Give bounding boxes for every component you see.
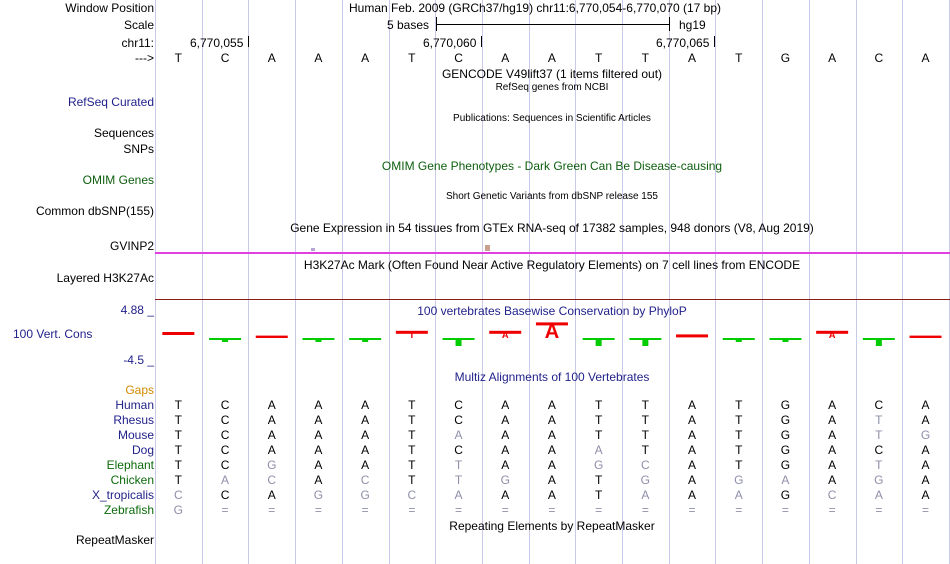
alignment-base: G — [360, 488, 370, 502]
snps-label[interactable]: SNPs — [123, 142, 154, 156]
alignment-base: A — [828, 443, 837, 457]
reference-base: A — [921, 51, 930, 65]
phylop-mark — [816, 330, 848, 340]
reference-base: T — [641, 51, 650, 65]
omim-genes-label[interactable]: OMIM Genes — [82, 173, 154, 187]
alignment-base: A — [921, 488, 930, 502]
alignment-base: A — [688, 473, 697, 487]
species-label[interactable]: Rhesus — [113, 413, 154, 427]
alignment-base: A — [688, 428, 697, 442]
alignment-base: A — [314, 458, 323, 472]
phylop-track-title: 100 vertebrates Basewise Conservation by PhyloP — [417, 304, 687, 318]
reference-base: A — [501, 51, 510, 65]
gvinp2-line — [155, 252, 950, 254]
phylop-mark — [723, 338, 755, 342]
phylop-mark — [863, 338, 895, 346]
grid-line — [248, 0, 249, 564]
phylop-mark — [209, 338, 241, 342]
alignment-base: A — [314, 413, 323, 427]
alignment-base: G — [313, 488, 324, 502]
h3k27ac-line — [155, 299, 950, 300]
alignment-base: A — [267, 398, 276, 412]
alignment-base: G — [734, 473, 744, 487]
gencode-track-title[interactable]: GENCODE V49lift37 (1 items filtered out) — [441, 67, 663, 81]
phylop-mark — [676, 334, 708, 337]
phylop-mark — [349, 338, 381, 342]
alignment-base: = — [408, 503, 416, 517]
alignment-base: A — [641, 488, 650, 502]
gtex-mark-1 — [311, 248, 315, 251]
alignment-base: A — [921, 398, 930, 412]
h3k27ac-track-title: H3K27Ac Mark (Often Found Near Active Regulatory Elements) on 7 cell lines from ENCODE — [303, 258, 801, 272]
alignment-base: = — [221, 503, 229, 517]
alignment-base: G — [780, 398, 791, 412]
alignment-base: C — [220, 443, 230, 457]
alignment-base: A — [921, 413, 930, 427]
window-position-value: Human Feb. 2009 (GRCh37/hg19) chr11:6,770,054-6,770,070 (17 bp) — [349, 1, 722, 15]
alignment-base: A — [547, 428, 556, 442]
alignment-base: A — [874, 488, 883, 502]
pos-tick-2: 6,770,060 — [423, 36, 477, 50]
reference-base: A — [267, 51, 276, 65]
alignment-base: A — [828, 428, 837, 442]
alignment-base: A — [594, 443, 603, 457]
grid-line — [715, 0, 716, 564]
alignment-base: A — [828, 473, 837, 487]
reference-base: A — [688, 51, 697, 65]
alignment-base: T — [408, 443, 416, 457]
pos-tick-mark-2 — [481, 36, 482, 47]
reference-base: C — [454, 51, 463, 65]
alignment-base: T — [735, 398, 743, 412]
alignment-base: = — [501, 503, 509, 517]
alignment-base: A — [361, 443, 370, 457]
chrom-label: chr11: — [121, 36, 154, 50]
alignment-base: T — [174, 413, 183, 427]
alignment-base: A — [921, 458, 930, 472]
alignment-base: = — [641, 503, 649, 517]
phylop-mark — [910, 336, 942, 338]
reference-base: G — [780, 51, 791, 65]
phylop-mark — [302, 338, 334, 342]
phylop-mark — [396, 330, 428, 340]
alignment-base: A — [688, 413, 697, 427]
gtex-mark-2 — [485, 245, 490, 251]
phylop-mark — [256, 336, 288, 338]
alignment-base: A — [267, 488, 276, 502]
species-label[interactable]: Elephant — [106, 458, 154, 472]
alignment-base: A — [547, 398, 556, 412]
alignment-base: C — [874, 443, 884, 457]
alignment-base: G — [640, 473, 651, 487]
alignment-base: A — [688, 458, 697, 472]
svg-text:T: T — [408, 330, 415, 340]
alignment-base: G — [874, 473, 884, 487]
alignment-base: T — [735, 458, 743, 472]
alignment-base: C — [220, 458, 230, 472]
alignment-base: G — [780, 458, 791, 472]
alignment-base: C — [454, 413, 463, 427]
species-label[interactable]: Mouse — [117, 428, 154, 442]
grid-line — [389, 0, 390, 564]
phylop-min-label: -4.5 _ — [123, 353, 154, 367]
phylop-mark — [443, 338, 475, 346]
alignment-base: T — [735, 428, 743, 442]
alignment-base: C — [220, 413, 230, 427]
phylop-mark — [629, 338, 661, 346]
alignment-base: A — [547, 443, 556, 457]
alignment-base: = — [735, 503, 743, 517]
species-label[interactable]: Human — [115, 398, 154, 412]
alignment-base: T — [875, 413, 883, 427]
alignment-base: C — [454, 443, 463, 457]
layered-h3k27ac-label[interactable]: Layered H3K27Ac — [56, 271, 154, 285]
alignment-base: T — [641, 413, 650, 427]
alignment-base: C — [874, 398, 884, 412]
gtex-track-title: Gene Expression in 54 tissues from GTEx RNA-seq of 17382 samples, 948 donors (V8, Aug 2019) — [290, 221, 814, 235]
scale-bar-left-tick — [436, 17, 437, 31]
svg-text:A: A — [544, 321, 560, 343]
alignment-base: G — [593, 458, 604, 472]
repeatmasker-track-title: Repeating Elements by RepeatMasker — [449, 519, 655, 533]
alignment-base: = — [922, 503, 930, 517]
refseq-curated-label[interactable]: RefSeq Curated — [67, 95, 154, 109]
svg-text:A: A — [828, 330, 836, 340]
alignment-base: A — [501, 443, 510, 457]
repeatmasker-label[interactable]: RepeatMasker — [75, 533, 154, 547]
phylop-mark — [489, 330, 521, 340]
alignment-base: T — [454, 473, 463, 487]
alignment-base: T — [641, 443, 650, 457]
phylop-mark — [536, 321, 568, 343]
alignment-base: C — [641, 458, 650, 472]
scale-db: hg19 — [679, 18, 706, 32]
grid-line — [155, 0, 156, 564]
scale-text: 5 bases — [387, 18, 430, 32]
grid-line — [902, 0, 903, 564]
alignment-base: A — [314, 443, 323, 457]
alignment-base: T — [174, 398, 183, 412]
alignment-base: A — [501, 488, 510, 502]
alignment-base: A — [501, 413, 510, 427]
alignment-base: = — [828, 503, 836, 517]
alignment-base: T — [174, 473, 183, 487]
reference-base: T — [594, 51, 603, 65]
alignment-base: A — [361, 398, 370, 412]
reference-base: C — [874, 51, 884, 65]
alignment-base: T — [454, 458, 463, 472]
alignment-base: T — [594, 428, 603, 442]
alignment-base: T — [735, 443, 743, 457]
alignment-base: T — [174, 458, 183, 472]
alignment-base: A — [267, 428, 276, 442]
alignment-base: = — [455, 503, 463, 517]
alignment-base: A — [828, 398, 837, 412]
scale-bar — [436, 24, 669, 25]
grid-line — [762, 0, 763, 564]
sequences-label[interactable]: Sequences — [93, 126, 154, 140]
alignment-base: G — [500, 473, 510, 487]
alignment-base: C — [454, 398, 463, 412]
alignment-base: A — [361, 458, 370, 472]
grid-line — [342, 0, 343, 564]
alignment-base: A — [688, 443, 697, 457]
reference-base: A — [314, 51, 323, 65]
alignment-base: T — [875, 458, 883, 472]
phylop-mark — [769, 338, 801, 342]
pos-tick-1: 6,770,055 — [190, 36, 244, 50]
alignment-base: = — [875, 503, 883, 517]
alignment-base: G — [267, 458, 277, 472]
pos-tick-mark-3 — [714, 36, 715, 47]
svg-text:A: A — [501, 330, 509, 340]
species-label[interactable]: Chicken — [110, 473, 154, 487]
alignment-base: T — [408, 398, 416, 412]
scale-label: Scale — [123, 18, 154, 32]
alignment-base: G — [780, 443, 791, 457]
grid-line — [622, 0, 623, 564]
alignment-base: = — [361, 503, 369, 517]
grid-line — [809, 0, 810, 564]
alignment-base: C — [407, 488, 417, 502]
window-position-label: Window Position — [65, 1, 154, 15]
alignment-base: A — [547, 458, 556, 472]
alignment-base: A — [314, 428, 323, 442]
alignment-base: T — [594, 488, 603, 502]
alignment-base: T — [174, 428, 183, 442]
phylop-conservation-plot — [155, 318, 950, 358]
alignment-base: A — [734, 488, 743, 502]
phylop-max-label: 4.88 _ — [120, 303, 154, 317]
reference-base: A — [547, 51, 556, 65]
alignment-base: G — [780, 428, 791, 442]
alignment-base: = — [781, 503, 789, 517]
alignment-base: T — [594, 473, 603, 487]
alignment-base: G — [780, 413, 791, 427]
alignment-base: A — [221, 473, 230, 487]
reference-base: C — [220, 51, 230, 65]
vert-cons-label[interactable]: 100 Vert. Cons — [13, 327, 93, 341]
gvinp2-label[interactable]: GVINP2 — [109, 239, 154, 253]
alignment-base: C — [827, 488, 837, 502]
alignment-base: A — [454, 428, 463, 442]
alignment-base: T — [594, 413, 603, 427]
alignment-base: T — [408, 458, 416, 472]
alignment-base: A — [828, 413, 837, 427]
reference-base: A — [828, 51, 837, 65]
strand-label: ---> — [135, 51, 154, 65]
alignment-base: G — [920, 428, 931, 442]
grid-line — [482, 0, 483, 564]
grid-line — [669, 0, 670, 564]
alignment-base: T — [735, 413, 743, 427]
alignment-base: A — [828, 458, 837, 472]
reference-base: T — [735, 51, 743, 65]
grid-line — [202, 0, 203, 564]
species-label[interactable]: Dog — [131, 443, 154, 457]
alignment-base: C — [220, 488, 230, 502]
alignment-base: C — [267, 473, 277, 487]
alignment-base: = — [268, 503, 276, 517]
alignment-base: T — [641, 398, 650, 412]
grid-line — [856, 0, 857, 564]
alignment-base: = — [688, 503, 696, 517]
alignment-base: C — [174, 488, 183, 502]
alignment-base: T — [408, 473, 416, 487]
scale-bar-right-tick — [669, 17, 670, 31]
gaps-label[interactable]: Gaps — [125, 383, 154, 397]
grid-line — [435, 0, 436, 564]
alignment-base: C — [220, 428, 230, 442]
alignment-base: A — [921, 443, 930, 457]
alignment-base: T — [174, 443, 183, 457]
alignment-base: A — [501, 458, 510, 472]
alignment-base: A — [267, 443, 276, 457]
alignment-base: A — [547, 413, 556, 427]
alignment-base: A — [501, 428, 510, 442]
reference-base: A — [361, 51, 370, 65]
alignment-base: A — [688, 398, 697, 412]
refseq-track-subtitle: RefSeq genes from NCBI — [495, 82, 609, 93]
pos-tick-mark-1 — [248, 36, 249, 47]
alignment-base: A — [454, 488, 463, 502]
alignment-base: A — [688, 488, 697, 502]
alignment-base: T — [408, 413, 416, 427]
alignment-base: A — [314, 473, 323, 487]
species-label[interactable]: Zebrafish — [103, 503, 154, 517]
alignment-base: C — [360, 473, 370, 487]
alignment-base: T — [875, 428, 883, 442]
omim-track-title: OMIM Gene Phenotypes - Dark Green Can Be Disease-causing — [381, 159, 723, 173]
alignment-base: A — [361, 413, 370, 427]
alignment-base: A — [501, 398, 510, 412]
alignment-base: C — [220, 398, 230, 412]
alignment-base: A — [314, 398, 323, 412]
alignment-base: = — [314, 503, 322, 517]
reference-base: T — [408, 51, 416, 65]
multiz-track-title: Multiz Alignments of 100 Vertebrates — [454, 370, 650, 384]
alignment-base: G — [173, 503, 184, 517]
phylop-mark — [162, 332, 194, 335]
phylop-mark — [583, 338, 615, 346]
dbsnp-track-title: Short Genetic Variants from dbSNP release 155 — [446, 191, 658, 202]
publications-track-title: Publications: Sequences in Scientific Articles — [453, 113, 651, 124]
alignment-base: = — [548, 503, 556, 517]
alignment-base: T — [594, 398, 603, 412]
alignment-base: = — [595, 503, 603, 517]
alignment-base: T — [408, 428, 416, 442]
alignment-base: A — [267, 413, 276, 427]
alignment-base: T — [641, 428, 650, 442]
alignment-base: A — [547, 488, 556, 502]
alignment-base: A — [547, 473, 556, 487]
alignment-base: A — [921, 473, 930, 487]
common-dbsnp-label[interactable]: Common dbSNP(155) — [35, 204, 154, 218]
pos-tick-3: 6,770,065 — [656, 36, 710, 50]
alignment-base: G — [780, 488, 791, 502]
grid-line — [295, 0, 296, 564]
reference-base: T — [174, 51, 183, 65]
alignment-base: A — [361, 428, 370, 442]
species-label[interactable]: X_tropicalis — [91, 488, 154, 502]
alignment-base: A — [781, 473, 790, 487]
